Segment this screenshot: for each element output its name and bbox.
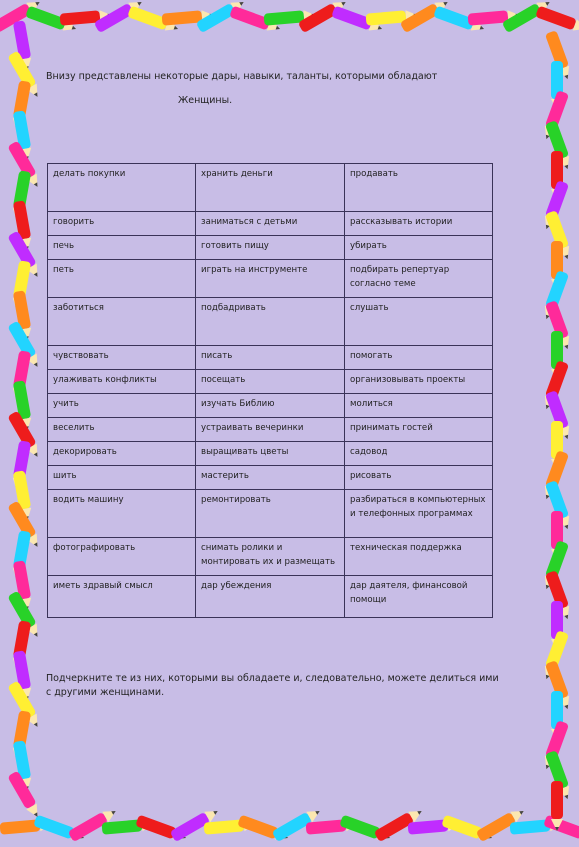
gift-cell: подбадривать bbox=[196, 298, 345, 346]
gift-cell: техническая поддержка bbox=[345, 538, 493, 576]
gift-cell: молиться bbox=[345, 394, 493, 418]
table-row bbox=[48, 164, 493, 212]
gift-cell: заниматься с детьми bbox=[196, 212, 345, 236]
table-row bbox=[48, 212, 493, 236]
gift-cell: устраивать вечеринки bbox=[196, 418, 345, 442]
table-row bbox=[48, 490, 493, 538]
gift-cell: улаживать конфликты bbox=[48, 370, 196, 394]
gift-cell: фотографировать bbox=[48, 538, 196, 576]
table-row bbox=[48, 538, 493, 576]
table-row bbox=[48, 236, 493, 260]
gift-cell: дар убеждения bbox=[196, 576, 345, 618]
gift-cell: помогать bbox=[345, 346, 493, 370]
gift-cell: рассказывать истории bbox=[345, 212, 493, 236]
table-row bbox=[48, 576, 493, 618]
gift-cell: мастерить bbox=[196, 466, 345, 490]
intro-text: Внизу представлены некоторые дары, навыки, таланты, которыми обладают bbox=[46, 71, 438, 82]
table-row bbox=[48, 466, 493, 490]
table-row bbox=[48, 346, 493, 370]
gift-cell: посещать bbox=[196, 370, 345, 394]
gift-cell: хранить деньги bbox=[196, 164, 345, 212]
table-row bbox=[48, 298, 493, 346]
gift-cell: организовывать проекты bbox=[345, 370, 493, 394]
gift-cell: шить bbox=[48, 466, 196, 490]
gift-cell: разбираться в компьютерных и телефонных программах bbox=[345, 490, 493, 538]
gift-cell: печь bbox=[48, 236, 196, 260]
gift-cell: петь bbox=[48, 260, 196, 298]
intro-subject: Женщины. bbox=[178, 95, 233, 106]
gift-cell: иметь здравый смысл bbox=[48, 576, 196, 618]
gift-cell: слушать bbox=[345, 298, 493, 346]
gift-cell: подбирать репертуар согласно теме bbox=[345, 260, 493, 298]
gift-cell: убирать bbox=[345, 236, 493, 260]
gift-cell: садовод bbox=[345, 442, 493, 466]
gift-cell: говорить bbox=[48, 212, 196, 236]
gift-cell: делать покупки bbox=[48, 164, 196, 212]
table-row bbox=[48, 260, 493, 298]
table-row bbox=[48, 418, 493, 442]
gift-cell: веселить bbox=[48, 418, 196, 442]
table-row bbox=[48, 394, 493, 418]
gift-cell: снимать ролики и монтировать их и размещать bbox=[196, 538, 345, 576]
gift-cell: дар даятеля, финансовой помощи bbox=[345, 576, 493, 618]
gift-cell: декорировать bbox=[48, 442, 196, 466]
gift-cell: водить машину bbox=[48, 490, 196, 538]
gift-cell: рисовать bbox=[345, 466, 493, 490]
pencil-icon bbox=[535, 6, 579, 35]
table-row bbox=[48, 370, 493, 394]
gift-cell: принимать гостей bbox=[345, 418, 493, 442]
gifts-table bbox=[47, 163, 493, 618]
gift-cell: писать bbox=[196, 346, 345, 370]
closing-instruction: Подчеркните те из них, которыми вы обладаете и, следовательно, можете делиться ими с другими женщинами. bbox=[46, 673, 499, 698]
table-row bbox=[48, 442, 493, 466]
gift-cell: чувствовать bbox=[48, 346, 196, 370]
gift-cell: заботиться bbox=[48, 298, 196, 346]
gift-cell: ремонтировать bbox=[196, 490, 345, 538]
gift-cell: изучать Библию bbox=[196, 394, 345, 418]
gift-cell: продавать bbox=[345, 164, 493, 212]
gift-cell: выращивать цветы bbox=[196, 442, 345, 466]
gift-cell: учить bbox=[48, 394, 196, 418]
gift-cell: играть на инструменте bbox=[196, 260, 345, 298]
gift-cell: готовить пищу bbox=[196, 236, 345, 260]
